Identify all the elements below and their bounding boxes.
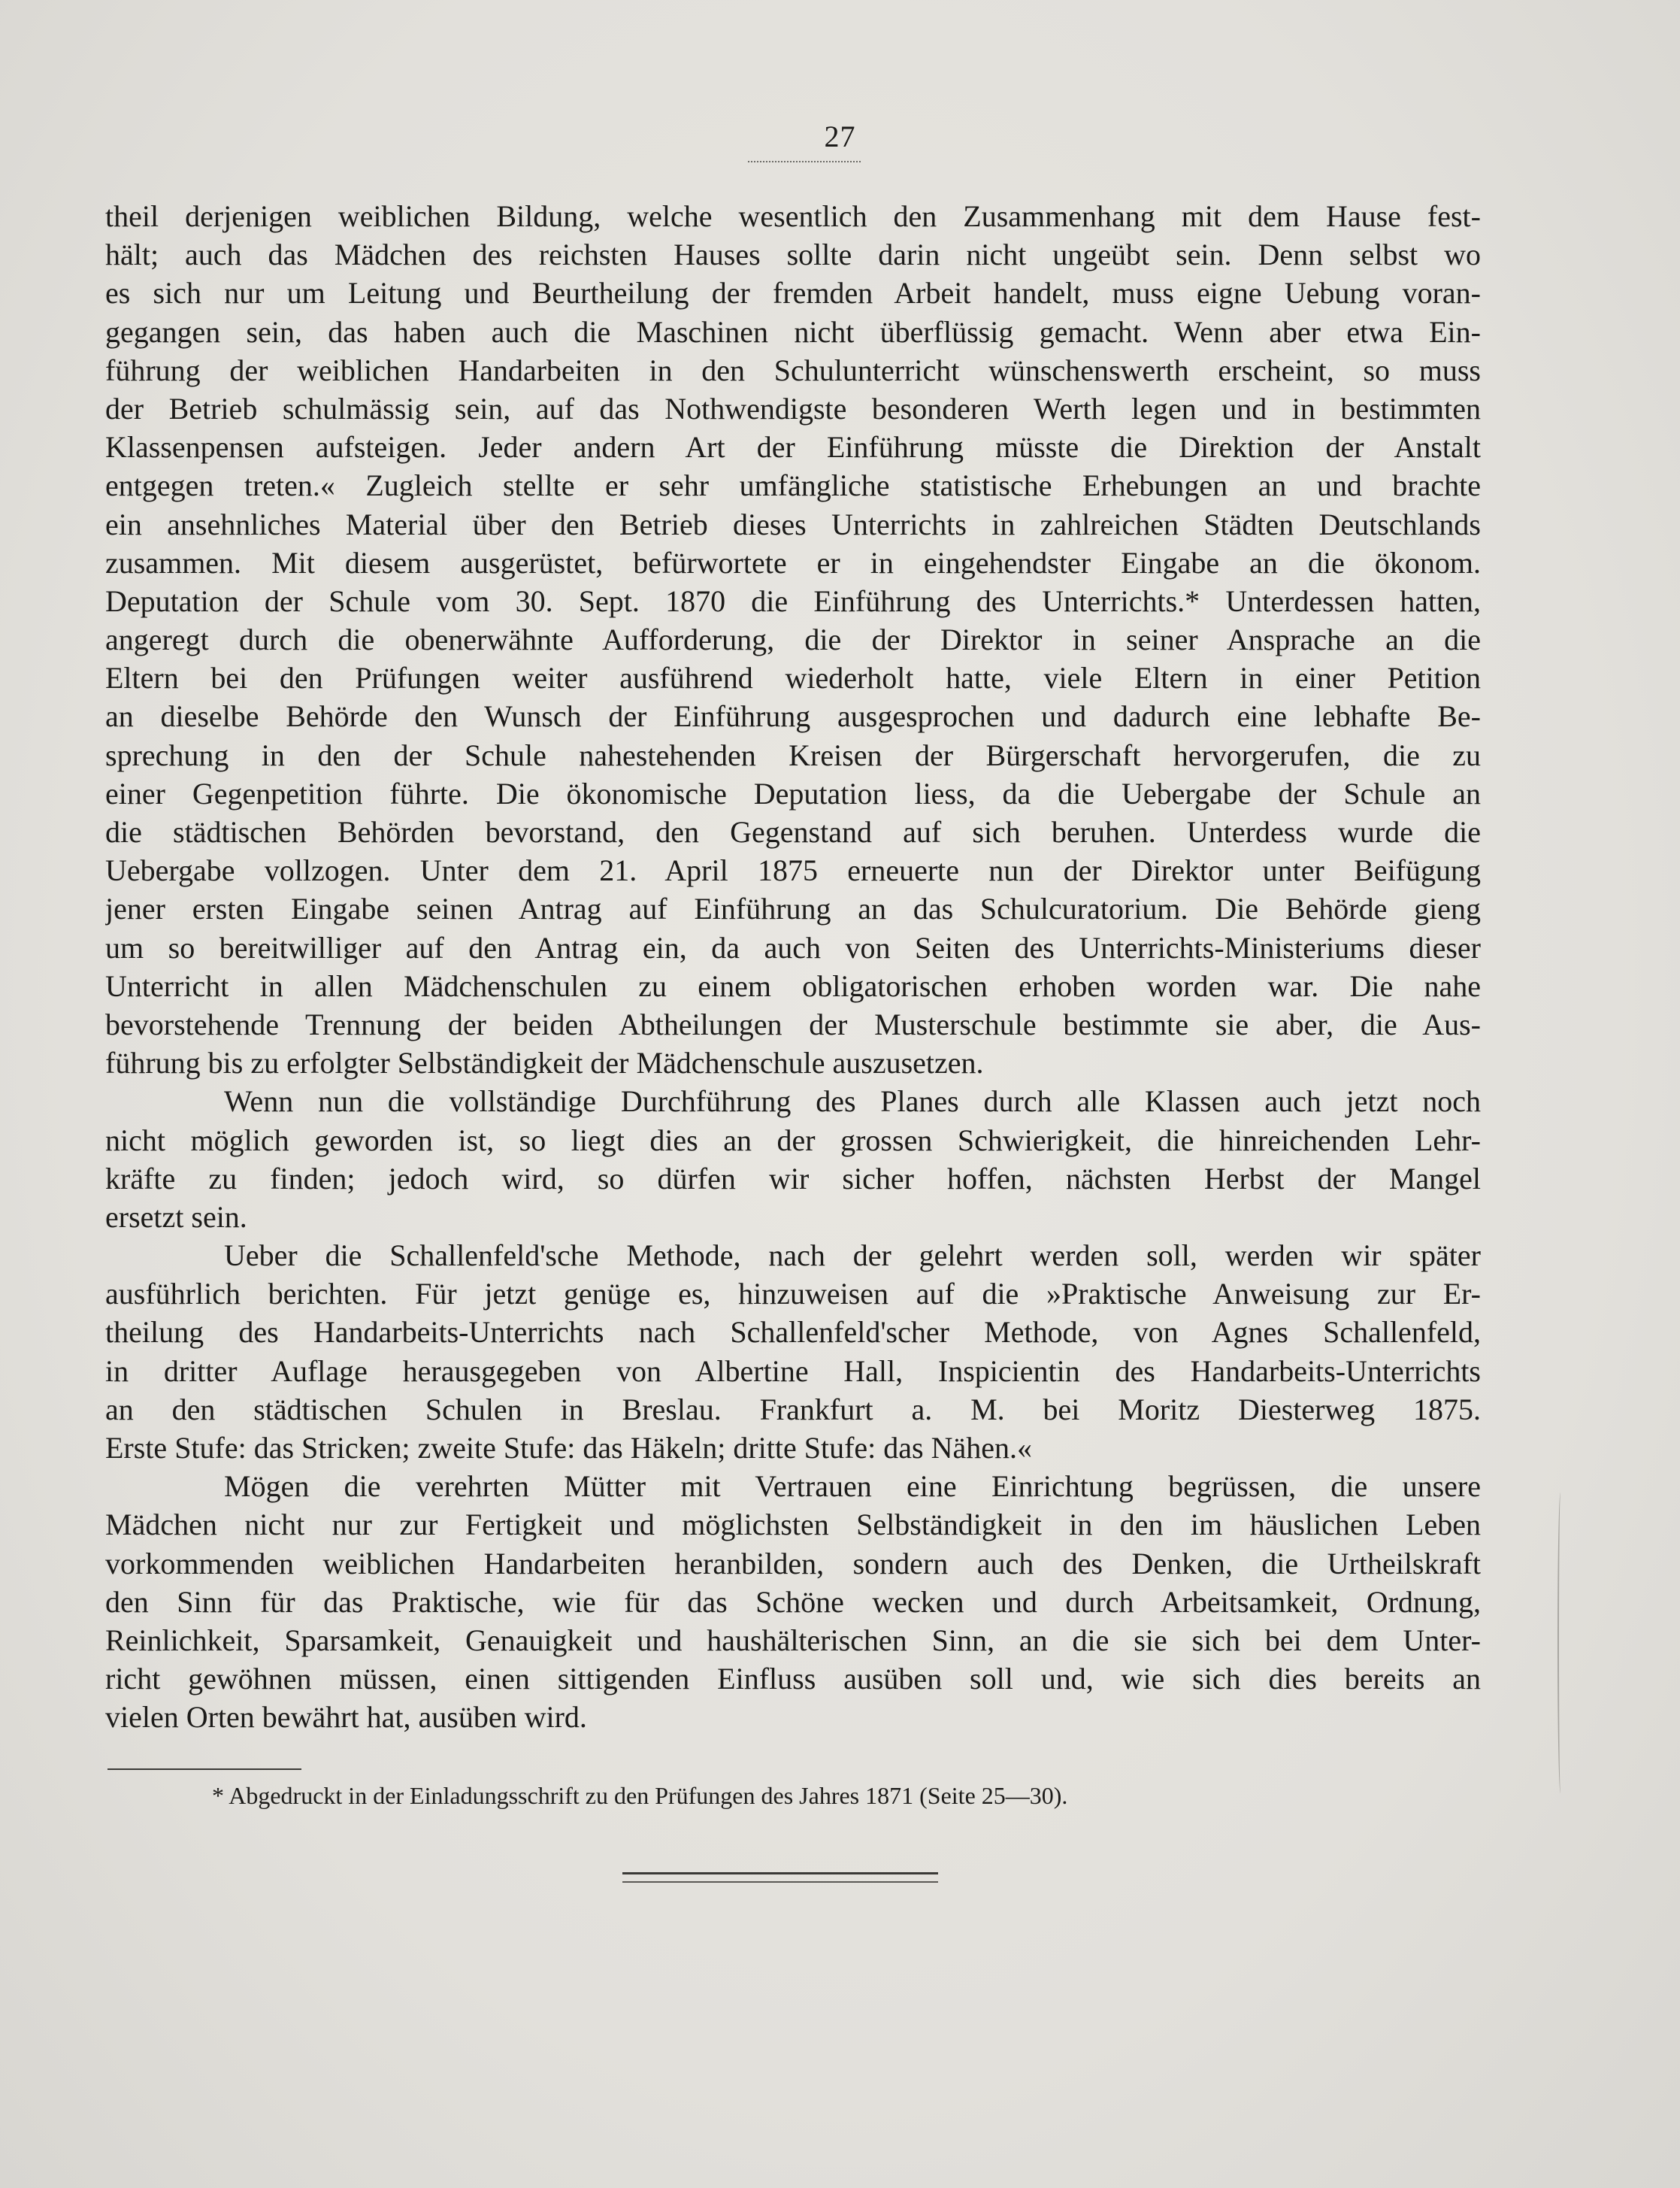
text-line: entgegen treten.« Zugleich stellte er sehr umfängliche statistische Erhebungen an und brachte — [105, 468, 1481, 503]
text-line: Klassenpensen aufsteigen. Jeder andern Art der Einführung müsste die Direktion der Anstalt — [105, 430, 1481, 465]
text-line: richt gewöhnen müssen, einen sittigenden Einfluss ausüben soll und, wie sich dies bereits an — [105, 1662, 1481, 1696]
text-line: theilung des Handarbeits-Unterrichts nach Schallenfeld'scher Methode, von Agnes Schallenfeld, — [105, 1315, 1481, 1350]
text-line: kräfte zu finden; jedoch wird, so dürfen wir sicher hoffen, nächsten Herbst der Mangel — [105, 1161, 1481, 1196]
text-line: einer Gegenpetition führte. Die ökonomische Deputation liess, da die Uebergabe der Schule an — [105, 776, 1481, 811]
text-line: der Betrieb schulmässig sein, auf das Nothwendigste besonderen Werth legen und in bestimmten — [105, 391, 1481, 426]
text-line: Unterricht in allen Mädchenschulen zu einem obligatorischen erhoben worden war. Die nahe — [105, 968, 1481, 1003]
text-line: Wenn nun die vollständige Durchführung des Planes durch alle Klassen auch jetzt noch — [224, 1084, 1481, 1119]
text-line: Reinlichkeit, Sparsamkeit, Genauigkeit und haushälterischen Sinn, an die sie sich bei dem Unter- — [105, 1623, 1481, 1657]
text-line: Mögen die verehrten Mütter mit Vertrauen eine Einrichtung begrüssen, die unsere — [224, 1469, 1481, 1504]
text-line: vielen Orten bewährt hat, ausüben wird. — [105, 1700, 587, 1735]
text-line: sprechung in den der Schule nahestehenden Kreisen der Bürgerschaft hervorgerufen, die zu — [105, 738, 1481, 772]
text-line: zusammen. Mit diesem ausgerüstet, befürwortete er in eingehendster Eingabe an die ökonom. — [105, 545, 1481, 580]
page-number-ornament — [748, 161, 861, 162]
text-line: nicht möglich geworden ist, so liegt dies an der grossen Schwierigkeit, die hinreichenden Lehr- — [105, 1123, 1481, 1157]
text-line: vorkommenden weiblichen Handarbeiten heranbilden, sondern auch des Denken, die Urtheilskraft — [105, 1546, 1481, 1580]
text-line: Ueber die Schallenfeld'sche Methode, nach der gelehrt werden soll, werden wir später — [224, 1238, 1481, 1273]
body-text — [105, 197, 1481, 1737]
page-number: 27 — [824, 120, 856, 153]
footnote: * Abgedruckt in der Einladungsschrift zu den Prüfungen des Jahres 1871 (Seite 25—30). — [212, 1782, 1068, 1809]
text-line: den Sinn für das Praktische, wie für das Schöne wecken und durch Arbeitsamkeit, Ordnung, — [105, 1584, 1481, 1619]
text-line: ersetzt sein. — [105, 1199, 247, 1234]
text-line: an dieselbe Behörde den Wunsch der Einführung ausgesprochen und dadurch eine lebhafte Be- — [105, 699, 1481, 734]
text-line: führung der weiblichen Handarbeiten in den Schulunterricht wünschenswerth erscheint, so muss — [105, 353, 1481, 387]
text-line: Mädchen nicht nur zur Fertigkeit und möglichsten Selbständigkeit in den im häuslichen Leben — [105, 1508, 1481, 1542]
text-line: an den städtischen Schulen in Breslau. Frankfurt a. M. bei Moritz Diesterweg 1875. — [105, 1392, 1481, 1426]
text-line: ein ansehnliches Material über den Betrieb dieses Unterrichts in zahlreichen Städten Deutschlands — [105, 507, 1481, 541]
margin-pencil-mark — [1557, 1493, 1563, 1793]
text-line: in dritter Auflage herausgegeben von Albertine Hall, Inspicientin des Handarbeits-Unterrichts — [105, 1353, 1481, 1388]
text-line: hält; auch das Mädchen des reichsten Hauses sollte darin nicht ungeübt sein. Denn selbst wo — [105, 238, 1481, 272]
text-line: gegangen sein, das haben auch die Maschinen nicht überflüssig gemacht. Wenn aber etwa Ein- — [105, 314, 1481, 349]
text-line: theil derjenigen weiblichen Bildung, welche wesentlich den Zusammenhang mit dem Hause fest- — [105, 199, 1481, 233]
text-line: um so bereitwilliger auf den Antrag ein, da auch von Seiten des Unterrichts-Ministeriums dieser — [105, 930, 1481, 965]
text-line: Erste Stufe: das Stricken; zweite Stufe: das Häkeln; dritte Stufe: das Nähen.« — [105, 1431, 1033, 1465]
footnote-separator — [107, 1768, 301, 1770]
text-line: jener ersten Eingabe seinen Antrag auf Einführung an das Schulcuratorium. Die Behörde gieng — [105, 892, 1481, 926]
text-line: ausführlich berichten. Für jetzt genüge es, hinzuweisen auf die »Praktische Anweisung zur Er- — [105, 1277, 1481, 1311]
text-line: führung bis zu erfolgter Selbständigkeit der Mädchenschule auszusetzen. — [105, 1046, 984, 1080]
text-line: Eltern bei den Prüfungen weiter ausführend wiederholt hatte, viele Eltern in einer Petition — [105, 661, 1481, 695]
text-line: die städtischen Behörden bevorstand, den Gegenstand auf sich beruhen. Unterdess wurde die — [105, 815, 1481, 849]
text-line: es sich nur um Leitung und Beurtheilung der fremden Arbeit handelt, muss eigne Uebung voran- — [105, 276, 1481, 311]
text-line: Uebergabe vollzogen. Unter dem 21. April 1875 erneuerte nun der Direktor unter Beifügung — [105, 853, 1481, 888]
text-line: angeregt durch die obenerwähnte Aufforderung, die der Direktor in seiner Ansprache an die — [105, 623, 1481, 657]
text-line: Deputation der Schule vom 30. Sept. 1870 die Einführung des Unterrichts.* Unterdessen hatten, — [105, 583, 1481, 618]
text-line: bevorstehende Trennung der beiden Abtheilungen der Musterschule bestimmte sie aber, die Aus- — [105, 1007, 1481, 1041]
end-of-text-rule — [622, 1872, 938, 1883]
